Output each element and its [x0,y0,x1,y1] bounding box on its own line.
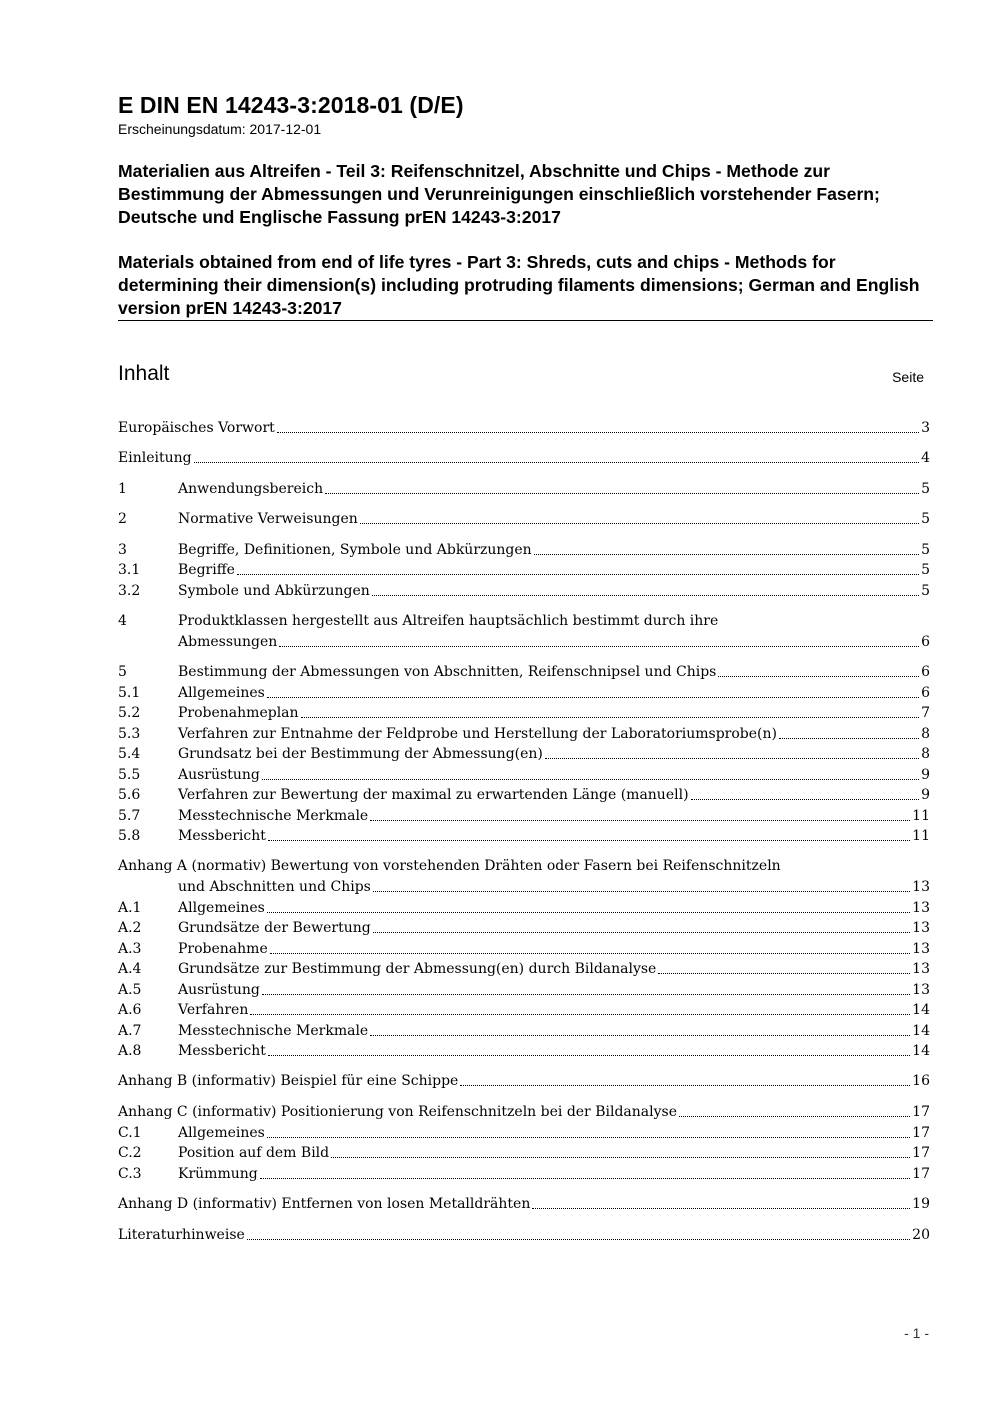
toc-leader [262,778,919,780]
toc-entry-number: A.4 [118,961,142,977]
toc-entry-page[interactable]: 4 [921,450,930,466]
toc-entry-number: A.3 [118,941,142,957]
toc-entry-page[interactable]: 13 [912,920,930,936]
toc-entry-number: A.2 [118,920,142,936]
toc-entry-number: 3 [118,542,127,558]
toc-entry-number: 5.4 [118,746,141,762]
toc-leader [262,993,910,995]
toc-leader [268,1054,910,1056]
toc-entry-page[interactable]: 8 [921,726,930,742]
toc-entry-page[interactable]: 20 [912,1227,930,1243]
toc-entry-number: 5.5 [118,767,141,783]
toc-entry-number: 5.3 [118,726,141,742]
toc-entry-number: 5.8 [118,828,141,844]
document-id: E DIN EN 14243-3:2018-01 (D/E) [118,92,464,118]
toc-leader [194,461,920,463]
toc-leader [247,1238,910,1240]
toc-entry-number: C.3 [118,1166,142,1182]
toc-entry-page[interactable]: 19 [912,1196,930,1212]
toc-entry-page[interactable]: 5 [921,583,930,599]
toc-entry-title[interactable]: Probenahme [178,941,268,957]
toc-leader [373,890,910,892]
toc-entry-title[interactable]: Symbole und Abkürzungen [178,583,370,599]
toc-leader [691,798,920,800]
toc-leader [370,819,910,821]
toc-entry-page[interactable]: 5 [921,562,930,578]
toc-entry-page[interactable]: 9 [921,787,930,803]
toc-entry-title[interactable]: Anhang A (normativ) Bewertung von vorstehenden Drähten oder Fasern bei Reifenschnitzeln [118,858,781,874]
toc-entry-page[interactable]: 5 [921,511,930,527]
toc-entry-title[interactable]: Krümmung [178,1166,258,1182]
toc-leader [718,675,919,677]
toc-entry-title[interactable]: Anwendungsbereich [178,481,324,497]
toc-entry-number: C.2 [118,1145,142,1161]
toc-heading: Inhalt [118,362,170,385]
toc-entry-number: A.5 [118,982,142,998]
toc-entry-title[interactable]: Verfahren [178,1002,249,1018]
toc-entry-page[interactable]: 17 [912,1166,930,1182]
toc-leader [267,696,919,698]
toc-leader [460,1084,910,1086]
toc-entry-number: A.6 [118,1002,142,1018]
toc-entry-title[interactable]: Europäisches Vorwort [118,420,275,436]
toc-leader [779,737,919,739]
toc-entry-title[interactable]: Bestimmung der Abmessungen von Abschnitten, Reifenschnipsel und Chips [178,664,717,680]
toc-entry-page[interactable]: 17 [912,1104,930,1120]
toc-entry-page[interactable]: 7 [921,705,930,721]
toc-page-column-label: Seite [892,369,924,385]
toc-leader [250,1013,910,1015]
toc-entry-title-continued[interactable]: und Abschnitten und Chips [178,879,371,895]
toc-leader [532,1207,910,1209]
toc-entry-number: A.8 [118,1043,142,1059]
toc-leader [679,1115,910,1117]
toc-entry-page[interactable]: 16 [912,1073,930,1089]
toc-entry-title[interactable]: Grundsätze zur Bestimmung der Abmessung(en) durch Bildanalyse [178,961,657,977]
toc-entry-number: C.1 [118,1125,142,1141]
toc-entry-title[interactable]: Position auf dem Bild [178,1145,330,1161]
toc-entry-title[interactable]: Produktklassen hergestellt aus Altreifen hauptsächlich bestimmt durch ihre [178,613,719,629]
toc-leader [279,645,919,647]
toc-leader [270,952,910,954]
toc-leader [360,522,919,524]
toc-entry-page[interactable]: 3 [921,420,930,436]
toc-leader [267,911,910,913]
toc-entry-title[interactable]: Anhang B (informativ) Beispiel für eine Schippe [118,1073,459,1089]
toc-entry-title[interactable]: Grundsatz bei der Bestimmung der Abmessung(en) [178,746,543,762]
toc-entry-title[interactable]: Allgemeines [178,1125,265,1141]
toc-entry-title[interactable]: Messtechnische Merkmale [178,808,369,824]
toc-leader [268,839,910,841]
toc-entry-page[interactable]: 13 [912,982,930,998]
toc-entry-page[interactable]: 14 [912,1043,930,1059]
title-german: Materialien aus Altreifen - Teil 3: Reifenschnitzel, Abschnitte und Chips - Methode zur Bestimmung der Abmessungen und Verunreinigungen einschließlich vorstehender Fasern; Deutsche und Englische Fassung prEN 14243-3:2017 [118,161,880,227]
toc-entry-page[interactable]: 6 [921,664,930,680]
toc-leader [267,1136,910,1138]
toc-entry-title[interactable]: Probenahmeplan [178,705,299,721]
toc-entry-number: 3.2 [118,583,141,599]
toc-entry-title[interactable]: Verfahren zur Entnahme der Feldprobe und Herstellung der Laboratoriumsprobe(n) [178,726,777,742]
toc-entry-page[interactable]: 6 [921,685,930,701]
toc-entry-page[interactable]: 6 [921,634,930,650]
toc-entry-page[interactable]: 9 [921,767,930,783]
toc-entry-page[interactable]: 17 [912,1125,930,1141]
toc-entry-page[interactable]: 8 [921,746,930,762]
toc-entry-number: 5.1 [118,685,141,701]
title-english: Materials obtained from end of life tyres - Part 3: Shreds, cuts and chips - Methods for determining their dimension(s) including protruding filaments dimensions; German and English version prEN 14243-3:2017 [118,252,920,318]
toc-entry-title[interactable]: Messbericht [178,1043,266,1059]
toc-entry-title[interactable]: Ausrüstung [178,767,260,783]
toc-entry-page[interactable]: 13 [912,900,930,916]
toc-entry-number: 5 [118,664,127,680]
toc-leader [373,931,910,933]
toc-entry-page[interactable]: 5 [921,542,930,558]
toc-entry-title[interactable]: Allgemeines [178,685,265,701]
publication-date: Erscheinungsdatum: 2017-12-01 [118,121,322,137]
toc-entry-title[interactable]: Verfahren zur Bewertung der maximal zu erwartenden Länge (manuell) [178,787,689,803]
toc-entry-title-continued[interactable]: Abmessungen [178,634,278,650]
toc-entry-number: 3.1 [118,562,141,578]
toc-entry-page[interactable]: 13 [912,879,930,895]
toc-entry-page[interactable]: 5 [921,481,930,497]
toc-entry-number: 2 [118,511,127,527]
toc-entry-title[interactable]: Literaturhinweise [118,1227,245,1243]
toc-entry-page[interactable]: 13 [912,941,930,957]
title-divider [118,320,933,321]
toc-entry-number: 4 [118,613,127,629]
toc-leader [331,1156,910,1158]
toc-entry-title[interactable]: Begriffe [178,562,235,578]
toc-leader [277,431,919,433]
toc-entry-title[interactable]: Messbericht [178,828,266,844]
toc-entry-page[interactable]: 11 [912,808,930,824]
toc-entry-page[interactable]: 17 [912,1145,930,1161]
toc-entry-title[interactable]: Anhang C (informativ) Positionierung von Reifenschnitzeln bei der Bildanalyse [118,1104,677,1120]
toc-leader [237,573,919,575]
toc-leader [534,553,919,555]
toc-leader [325,492,919,494]
toc-entry-title[interactable]: Messtechnische Merkmale [178,1023,369,1039]
toc-entry-title[interactable]: Einleitung [118,450,192,466]
toc-entry-number: 5.2 [118,705,141,721]
toc-entry-title[interactable]: Allgemeines [178,900,265,916]
toc-entry-number: A.7 [118,1023,142,1039]
toc-leader [372,594,919,596]
toc-entry-number: 5.7 [118,808,141,824]
toc-entry-number: A.1 [118,900,142,916]
toc-entry-page[interactable]: 13 [912,961,930,977]
toc-entry-page[interactable]: 14 [912,1002,930,1018]
toc-entry-title[interactable]: Anhang D (informativ) Entfernen von losen Metalldrähten [118,1196,531,1212]
toc-leader [260,1177,910,1179]
toc-leader [545,757,919,759]
toc-entry-title[interactable]: Ausrüstung [178,982,260,998]
toc-entry-title[interactable]: Begriffe, Definitionen, Symbole und Abkürzungen [178,542,532,558]
page-number: - 1 - [904,1325,929,1341]
toc-entry-page[interactable]: 11 [912,828,930,844]
toc-leader [658,972,910,974]
toc-entry-title[interactable]: Normative Verweisungen [178,511,358,527]
toc-leader [370,1034,910,1036]
toc-entry-number: 1 [118,481,127,497]
toc-entry-title[interactable]: Grundsätze der Bewertung [178,920,371,936]
toc-leader [301,716,920,718]
toc-entry-number: 5.6 [118,787,141,803]
toc-entry-page[interactable]: 14 [912,1023,930,1039]
